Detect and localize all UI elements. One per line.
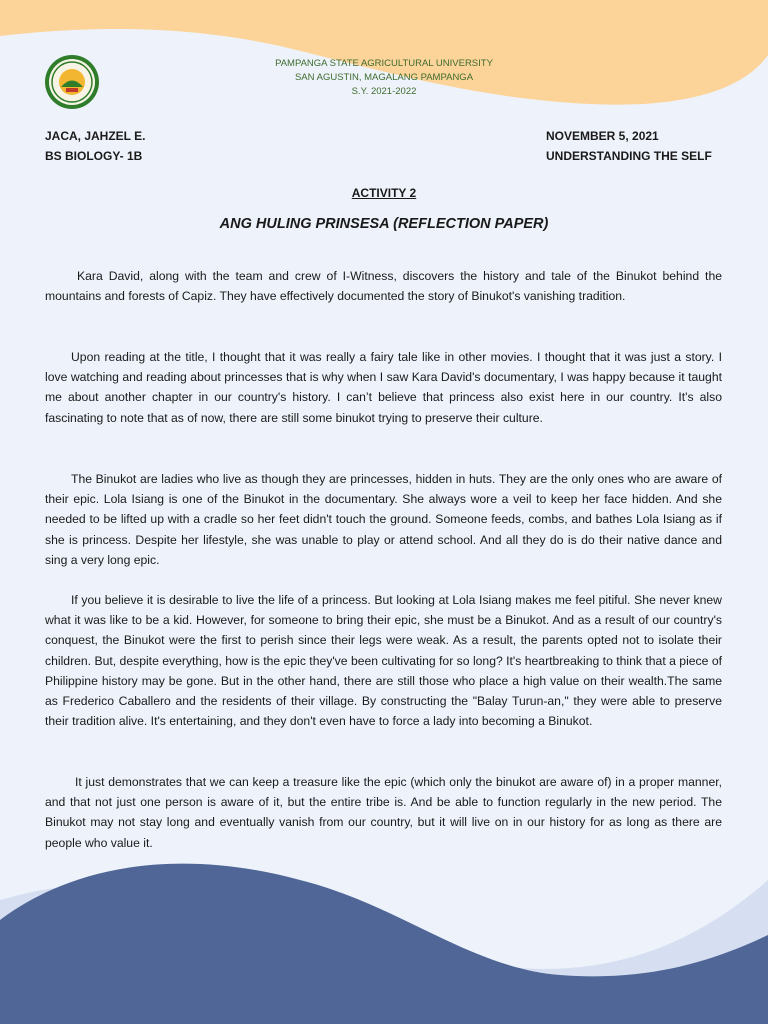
paragraph-4: If you believe it is desirable to live the life of a princess. But looking at Lola Isiang makes me feel pitiful. She never knew what it was like to be a kid. However, for someone to bring their epic, she must be a Binukot. And as a result of our country's conquest, the Binukot were the first to perish since their legs were weak. As a result, the parents opted not to isolate their children. But, despite everything, how is the epic they've been cultivating for so long? It's heartbreaking to think that a piece of Philippine history may be gone. But in the other hand, there are still those who place a high value on their wealth.The same as Frederico Caballero and the residents of their village. By constructing the "Balay Turun-an," they were able to preserve their tradition alive. It's entertaining, and they don't even have to force a lady into becoming a Binukot. <box>45 593 722 729</box>
school-year: S.Y. 2021-2022 <box>351 86 417 97</box>
document-date: NOVEMBER 5, 2021 <box>546 129 659 143</box>
university-address: SAN AGUSTIN, MAGALANG PAMPANGA <box>294 72 474 83</box>
student-course: BS BIOLOGY- 1B <box>45 149 143 163</box>
student-name: JACA, JAHZEL E. <box>45 129 146 143</box>
paragraph-3: The Binukot are ladies who live as though they are princesses, hidden in huts. They are the only ones who are aware of their epic. Lola Isiang is one of the Binukot in the documentary. She always wore a veil to keep her face hidden. And she needed to be lifted up with a cradle so her feet didn't touch the ground. Someone feeds, combs, and bathes Lola Isiang as if she is princess. Despite her lifestyle, she was unable to play or attend school. And all they do is do their native dance and sing a very long epic. <box>45 472 722 567</box>
activity-label: ACTIVITY 2 <box>351 186 417 200</box>
paragraph-1: Kara David, along with the team and crew of I-Witness, discovers the history and tale of the Binukot behind the mountains and forests of Capiz. They have effectively documented the story of Binukot's vanishing tradition. <box>45 269 722 304</box>
university-seal-icon <box>44 54 100 110</box>
student-info <box>45 126 145 166</box>
paragraph-2: Upon reading at the title, I thought that it was really a fairy tale like in other movies. I thought that it was just a story. I love watching and reading about princesses that is why when I saw Kara David's documentary, I was happy because it taught me about another chapter in our country's history. I can’t believe that princess also exist here in our country. It's also fascinating to note that as of now, there are still some binukot trying to preserve their culture. <box>45 350 722 425</box>
university-name: PAMPANGA STATE AGRICULTURAL UNIVERSITY <box>275 58 493 69</box>
document-info <box>546 126 712 166</box>
university-header <box>184 57 584 99</box>
page-title: ANG HULING PRINSESA (REFLECTION PAPER) <box>219 216 549 232</box>
paragraph-5: It just demonstrates that we can keep a treasure like the epic (which only the binukot are aware of) in a proper manner, and that not just one person is aware of it, but the entire tribe is. And be able to function regularly in the new period. The Binukot may not stay long and eventually vanish from our country, but it will live on in our history for as long as there are people who value it. <box>45 775 722 850</box>
document-subject: UNDERSTANDING THE SELF <box>546 149 712 163</box>
